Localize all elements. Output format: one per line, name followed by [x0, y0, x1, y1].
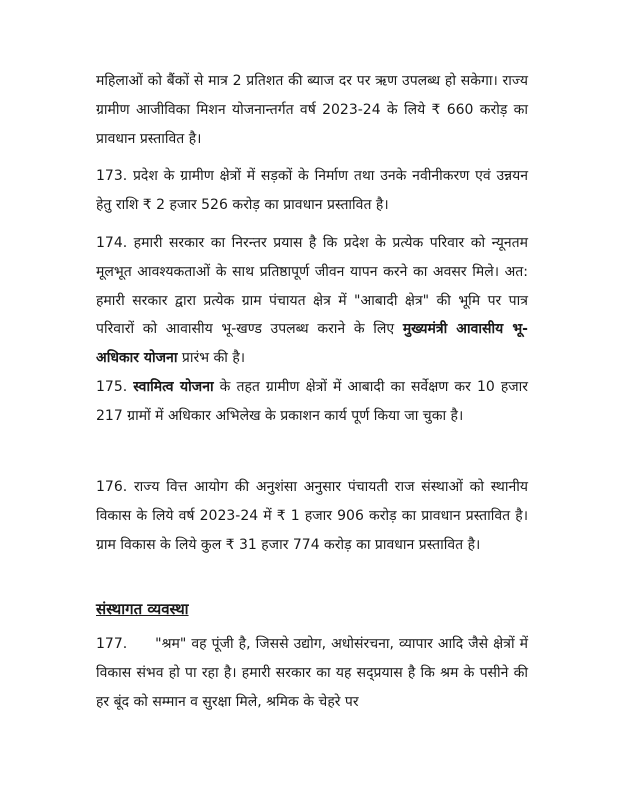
paragraph-number: 174.: [96, 235, 128, 251]
scheme-name-bold: मुख्यमंत्री आवासीय भू-अधिकार योजना: [96, 321, 528, 367]
paragraph-175: [96, 373, 528, 431]
paragraph-number: 175.: [96, 379, 128, 395]
paragraph-text: "श्रम" वह पूंजी है, जिससे उद्योग, अधोसंरचना, व्यापार आदि जैसे क्षेत्रों में विकास संभव हो पा रहा है। हमारी सरकार का यह सद्प्रयास है कि श्रम के पसीने की हर बूंद को सम्मान व सुरक्षा मिले, श्रमिक के चेहरे पर: [96, 636, 528, 710]
paragraph-number: 177.: [96, 636, 128, 652]
paragraph-number: 173.: [96, 168, 128, 184]
paragraph-text-tail: प्रारंभ की है।: [181, 350, 246, 367]
paragraph-176: [96, 473, 528, 559]
paragraph-text: के तहत ग्रामीण क्षेत्रों में आबादी का सर्वेक्षण कर 10 हजार 217 ग्रामों में अधिकार अभिलेख के प्रकाशन कार्य पूर्ण किया जा चुका है।: [96, 379, 528, 424]
paragraph-text: हमारी सरकार का निरन्तर प्रयास है कि प्रदेश के प्रत्येक परिवार को न्यूनतम मूलभूत आवश्यकताओं के साथ प्रतिष्ठापूर्ण जीवन यापन करने का अवसर मिले। अत: हमारी सरकार द्वारा प्रत्येक ग्राम पंचायत क्षेत्र में "आबादी क्षेत्र" की भूमि पर पात्र परिवारों को आवासीय भू-खण्ड उपलब्ध कराने के लिए: [96, 235, 528, 338]
paragraph-text: महिलाओं को बैंकों से मात्र 2 प्रतिशत की ब्याज दर पर ऋण उपलब्ध हो सकेगा। राज्य ग्रामीण आजीविका मिशन योजनान्तर्गत वर्ष 2023-24 के लिये ₹ 660 करोड़ का प्रावधान प्रस्तावित है।: [96, 73, 528, 147]
paragraph-177: [96, 630, 528, 716]
paragraph-text: प्रदेश के ग्रामीण क्षेत्रों में सड़कों के निर्माण तथा उनके नवीनीकरण एवं उन्नयन हेतु राशि ₹ 2 हजार 526 करोड़ का प्रावधान प्रस्तावित है।: [96, 168, 528, 213]
paragraph-174: [96, 229, 528, 373]
paragraph-173: [96, 162, 528, 220]
paragraph-text: राज्य वित्त आयोग की अनुशंसा अनुसार पंचायती राज संस्थाओं को स्थानीय विकास के लिये वर्ष 2023-24 में ₹ 1 हजार 906 करोड़ का प्रावधान प्रस्तावित है। ग्राम विकास के लिये कुल ₹ 31 हजार 774 करोड़ का प्रावधान प्रस्तावित है।: [96, 479, 528, 553]
paragraph-number: 176.: [96, 479, 128, 495]
section-heading: संस्थागत व्यवस्था: [96, 600, 189, 618]
scheme-name-bold: स्वामित्व योजना: [133, 379, 214, 395]
paragraph-continuation: [96, 67, 528, 153]
